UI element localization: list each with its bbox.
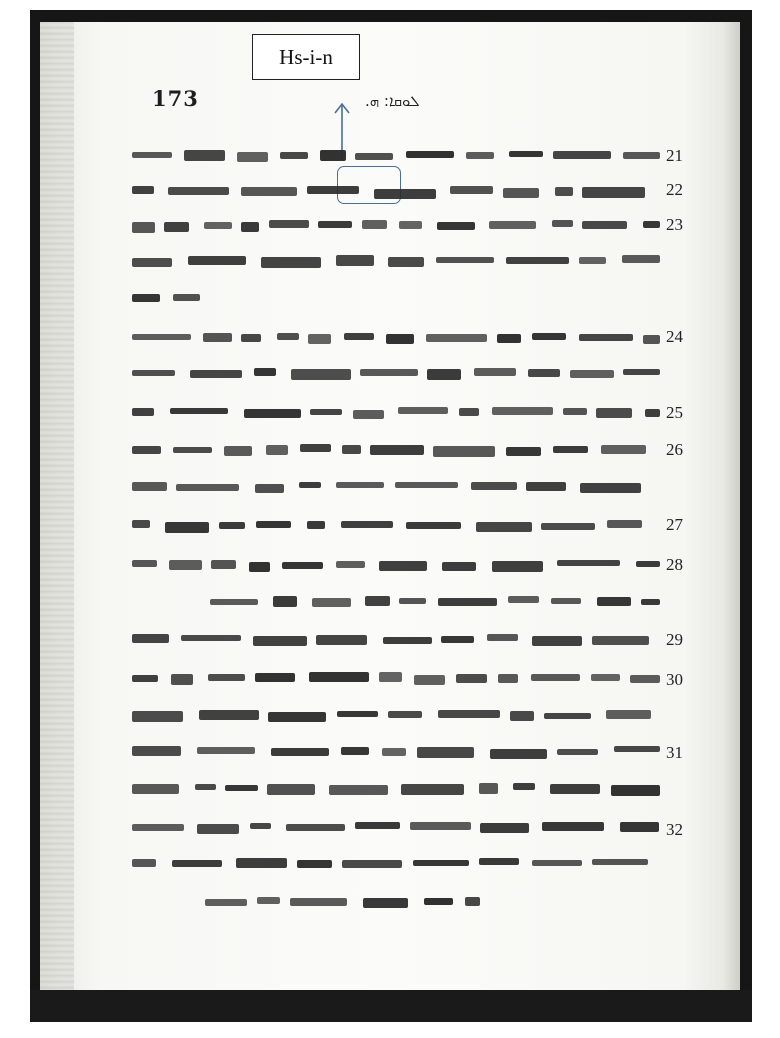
word-glyph [190,370,242,379]
verse-number: 21 [666,146,683,165]
text-line [132,746,660,755]
word-glyph [211,560,236,569]
word-glyph [510,711,534,720]
word-glyph [579,257,606,265]
word-glyph [171,674,193,685]
word-glyph [553,446,588,453]
verse-number: 30 [666,670,683,689]
word-glyph [249,562,270,572]
word-glyph [641,599,660,605]
word-glyph [341,747,369,755]
word-glyph [336,255,374,266]
word-glyph [299,482,321,488]
text-line [132,255,660,264]
word-glyph [309,672,369,682]
word-glyph [555,187,573,196]
verse-number: 23 [666,215,683,234]
word-glyph [132,711,183,722]
word-glyph [355,822,400,828]
word-glyph [286,824,345,830]
text-line [132,407,660,416]
word-glyph [476,522,532,531]
word-glyph [382,748,406,756]
word-glyph [132,222,155,232]
word-glyph [132,408,154,416]
word-glyph [582,187,645,197]
word-glyph [224,446,252,455]
word-glyph [362,220,387,229]
word-glyph [241,222,259,232]
word-glyph [489,221,536,229]
word-glyph [184,150,225,160]
word-glyph [164,222,189,231]
word-glyph [526,482,566,491]
word-glyph [132,634,169,643]
word-glyph [316,635,367,646]
text-line [132,520,660,529]
word-glyph [570,370,614,378]
word-glyph [441,636,474,644]
text-line [132,783,660,792]
running-header: ܠܘܩܐ: ܗ. [365,92,420,110]
word-glyph [257,897,280,905]
word-glyph [132,334,191,340]
word-glyph [395,482,458,488]
word-glyph [438,710,500,718]
word-glyph [645,409,660,417]
word-glyph [344,333,374,340]
word-glyph [563,408,587,415]
word-glyph [204,222,232,229]
word-glyph [199,710,259,720]
text-line [132,444,660,453]
word-glyph [379,561,427,571]
word-glyph [241,334,261,342]
word-glyph [282,562,323,569]
word-glyph [623,369,660,375]
word-glyph [614,746,660,752]
text-line [132,150,660,159]
word-glyph [492,407,553,415]
text-line [132,482,660,491]
word-glyph [271,748,329,756]
word-glyph [225,785,258,791]
word-glyph [542,822,604,830]
word-glyph [132,560,157,567]
word-glyph [623,152,660,159]
word-glyph [170,408,228,414]
word-glyph [312,598,351,607]
word-glyph [406,151,454,158]
word-glyph [433,446,495,457]
word-glyph [383,637,432,644]
text-line [132,710,660,719]
word-glyph [132,824,184,831]
word-glyph [479,783,498,794]
word-glyph [386,334,414,344]
text-line [132,186,660,195]
page-binding-shadow [40,22,74,990]
verse-number: 31 [666,743,683,762]
word-glyph [399,221,422,229]
word-glyph [550,784,600,794]
annotation-label: Hs-i-n [252,34,360,80]
word-glyph [297,860,332,867]
word-glyph [551,598,581,604]
word-glyph [388,711,422,719]
word-glyph [442,562,476,571]
word-glyph [544,713,591,719]
word-glyph [406,522,461,529]
word-glyph [132,520,150,528]
word-glyph [532,636,582,646]
word-glyph [552,220,573,227]
word-glyph [205,899,247,906]
word-glyph [596,408,632,418]
word-glyph [210,599,258,605]
word-glyph [255,673,295,681]
word-glyph [300,444,331,452]
word-glyph [308,334,331,344]
word-glyph [437,222,475,230]
word-glyph [413,860,469,867]
word-glyph [307,186,359,193]
word-glyph [417,747,474,757]
word-glyph [611,785,660,796]
word-glyph [132,446,161,453]
word-glyph [342,860,402,868]
word-glyph [509,151,543,157]
word-glyph [188,256,246,264]
text-line [132,292,200,301]
word-glyph [290,898,347,907]
word-glyph [360,369,418,376]
word-glyph [480,823,529,833]
word-glyph [291,369,351,379]
word-glyph [132,370,175,377]
word-glyph [487,634,518,641]
word-glyph [336,482,384,488]
word-glyph [250,823,271,829]
word-glyph [280,152,308,159]
word-glyph [254,368,276,376]
word-glyph [490,749,547,759]
word-glyph [241,187,297,195]
word-glyph [261,257,321,268]
verse-number: 32 [666,820,683,839]
word-glyph [580,483,641,493]
word-glyph [132,186,154,194]
word-glyph [479,858,519,865]
word-glyph [165,522,209,533]
word-glyph [492,561,543,571]
word-glyph [528,369,560,378]
text-line [132,560,660,569]
word-glyph [506,257,569,264]
word-glyph [320,150,346,161]
word-glyph [168,187,229,195]
word-glyph [268,712,326,722]
word-glyph [197,824,239,834]
word-glyph [553,151,611,158]
word-glyph [474,368,516,376]
word-glyph [176,484,239,491]
word-glyph [466,152,494,160]
word-glyph [172,860,222,867]
text-line [132,822,660,831]
word-glyph [365,596,390,606]
word-glyph [266,445,288,455]
word-glyph [601,445,646,454]
word-glyph [203,333,232,342]
word-glyph [181,635,241,642]
word-glyph [253,636,307,646]
word-glyph [471,482,517,489]
word-glyph [310,409,342,415]
word-glyph [414,675,445,685]
word-glyph [643,335,660,344]
word-glyph [606,710,651,719]
text-line [132,858,660,867]
word-glyph [508,596,539,603]
word-glyph [607,520,642,528]
word-glyph [337,711,378,718]
bottom-border [30,990,752,1022]
word-glyph [355,153,393,160]
word-glyph [622,255,660,263]
word-glyph [557,560,620,566]
word-glyph [329,785,388,795]
word-glyph [132,482,167,491]
word-glyph [620,822,659,832]
word-glyph [498,674,518,682]
word-glyph [456,674,487,683]
verse-number: 25 [666,403,683,422]
word-glyph [436,257,494,263]
word-glyph [374,189,436,199]
word-glyph [132,258,172,267]
word-glyph [643,221,660,228]
word-glyph [132,675,158,682]
word-glyph [273,596,297,606]
word-glyph [336,561,365,567]
word-glyph [219,522,245,529]
word-glyph [401,784,464,795]
word-glyph [388,257,424,267]
word-glyph [424,898,453,905]
word-glyph [132,294,160,302]
word-glyph [541,523,595,530]
word-glyph [579,334,633,341]
word-glyph [132,784,179,795]
word-glyph [169,560,202,569]
verse-number: 24 [666,327,683,346]
word-glyph [379,672,402,682]
word-glyph [173,447,212,454]
word-glyph [531,674,580,681]
word-glyph [269,220,309,227]
word-glyph [318,221,352,228]
page-edge [724,22,740,990]
word-glyph [582,221,627,229]
word-glyph [399,598,426,605]
text-line [205,896,480,905]
word-glyph [410,822,471,829]
verse-number: 29 [666,630,683,649]
word-glyph [277,333,299,340]
word-glyph [630,675,660,683]
word-glyph [267,784,315,795]
word-glyph [503,188,539,198]
word-glyph [195,784,216,791]
word-glyph [597,597,631,606]
verse-number: 28 [666,555,683,574]
word-glyph [636,561,660,567]
word-glyph [427,369,461,380]
word-glyph [438,598,497,607]
word-glyph [307,521,325,529]
word-glyph [132,746,181,756]
word-glyph [591,674,620,681]
word-glyph [132,859,156,868]
word-glyph [557,749,598,755]
word-glyph [244,409,301,418]
word-glyph [506,447,541,456]
word-glyph [532,860,582,866]
word-glyph [353,410,384,419]
text-line [132,672,660,681]
page-number: 173 [152,86,199,111]
word-glyph [341,521,393,529]
word-glyph [208,674,245,681]
word-glyph [592,859,648,865]
word-glyph [132,152,172,159]
word-glyph [532,333,566,340]
verse-number: 26 [666,440,683,459]
word-glyph [363,898,408,908]
word-glyph [236,858,287,868]
word-glyph [255,484,284,493]
word-glyph [459,408,479,416]
verse-number: 22 [666,180,683,199]
word-glyph [197,747,255,753]
text-line [132,368,660,377]
word-glyph [592,636,649,646]
word-glyph [497,334,521,343]
word-glyph [513,783,535,790]
word-glyph [450,186,493,194]
word-glyph [465,897,480,907]
verse-number: 27 [666,515,683,534]
word-glyph [370,445,424,455]
word-glyph [426,334,487,342]
word-glyph [342,445,361,453]
word-glyph [256,521,291,529]
word-glyph [398,407,448,414]
text-line [132,634,660,643]
text-line [132,332,660,341]
text-line [132,220,660,229]
text-line [210,596,660,605]
word-glyph [237,152,268,161]
word-glyph [173,294,200,301]
